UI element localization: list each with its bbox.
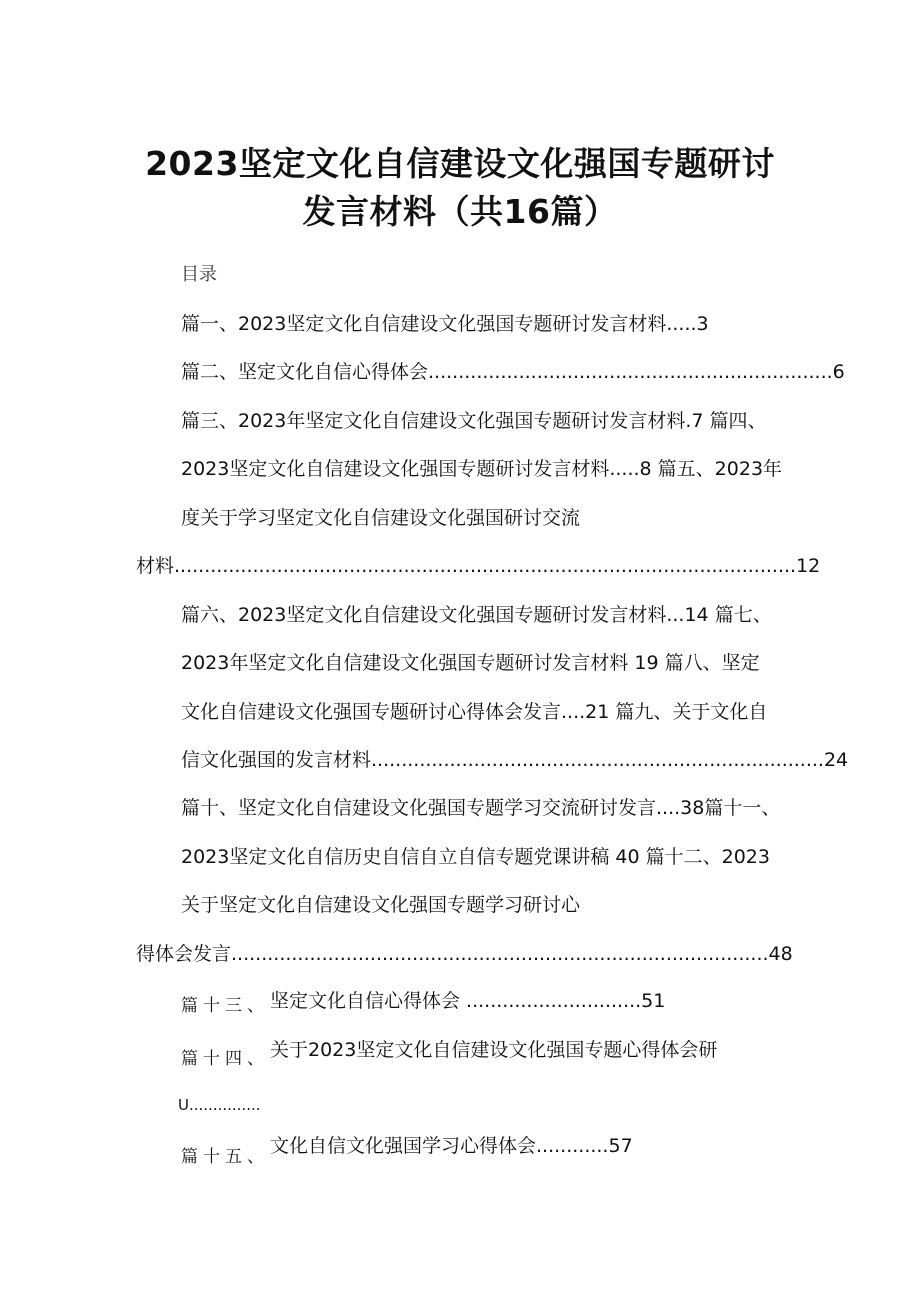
document-title-line-2: 发言材料（共16篇） xyxy=(302,192,618,231)
toc-line: 度关于学习坚定文化自信建设文化强国研讨交流 xyxy=(181,507,581,529)
toc-line: 篇二、坚定文化自信心得体会...................................................................6 xyxy=(181,361,845,383)
toc-line: 篇六、2023坚定文化自信建设文化强国专题研讨发言材料...14 篇七、 xyxy=(181,604,772,626)
toc-line: 篇十、坚定文化自信建设文化强国专题学习交流研讨发言....38篇十一、 xyxy=(181,797,781,819)
document-title-line-1: 2023坚定文化自信建设文化强国专题研讨 xyxy=(145,144,775,183)
toc-entry-text: 关于2023坚定文化自信建设文化强国专题心得体会研 xyxy=(270,1039,718,1061)
toc-heading: 目录 xyxy=(181,264,217,285)
toc-line: 材料.......................................................................................................12 xyxy=(136,555,821,577)
toc-line: 2023坚定文化自信历史自信自立自信专题党课讲稿 40 篇十二、2023 xyxy=(181,846,770,868)
toc-line: 关于坚定文化自信建设文化强国专题学习研讨心 xyxy=(181,894,581,916)
toc-line: 篇三、2023年坚定文化自信建设文化强国专题研讨发言材料.7 篇四、 xyxy=(181,410,767,432)
toc-entry-text: 坚定文化自信心得体会 .............................51 xyxy=(270,990,666,1012)
toc-line: 得体会发言.........................................................................................48 xyxy=(136,943,793,965)
toc-line: 文化自信建设文化强国专题研讨心得体会发言....21 篇九、关于文化自 xyxy=(181,701,768,723)
toc-entry-label: 篇十五、 xyxy=(181,1147,269,1167)
toc-line: 2023坚定文化自信建设文化强国专题研讨发言材料.....8 篇五、2023年 xyxy=(181,458,783,480)
toc-entry-continuation: U............... xyxy=(178,1096,261,1114)
toc-entry-text: 文化自信文化强国学习心得体会............57 xyxy=(270,1135,633,1157)
toc-entry-label: 篇十三、 xyxy=(181,996,269,1016)
toc-line: 2023年坚定文化自信建设文化强国专题研讨发言材料 19 篇八、坚定 xyxy=(181,652,760,674)
toc-line: 信文化强国的发言材料...........................................................................24 xyxy=(181,749,849,771)
toc-line: 篇一、2023坚定文化自信建设文化强国专题研讨发言材料.....3 xyxy=(181,313,709,335)
toc-entry-label: 篇十四、 xyxy=(181,1049,269,1069)
